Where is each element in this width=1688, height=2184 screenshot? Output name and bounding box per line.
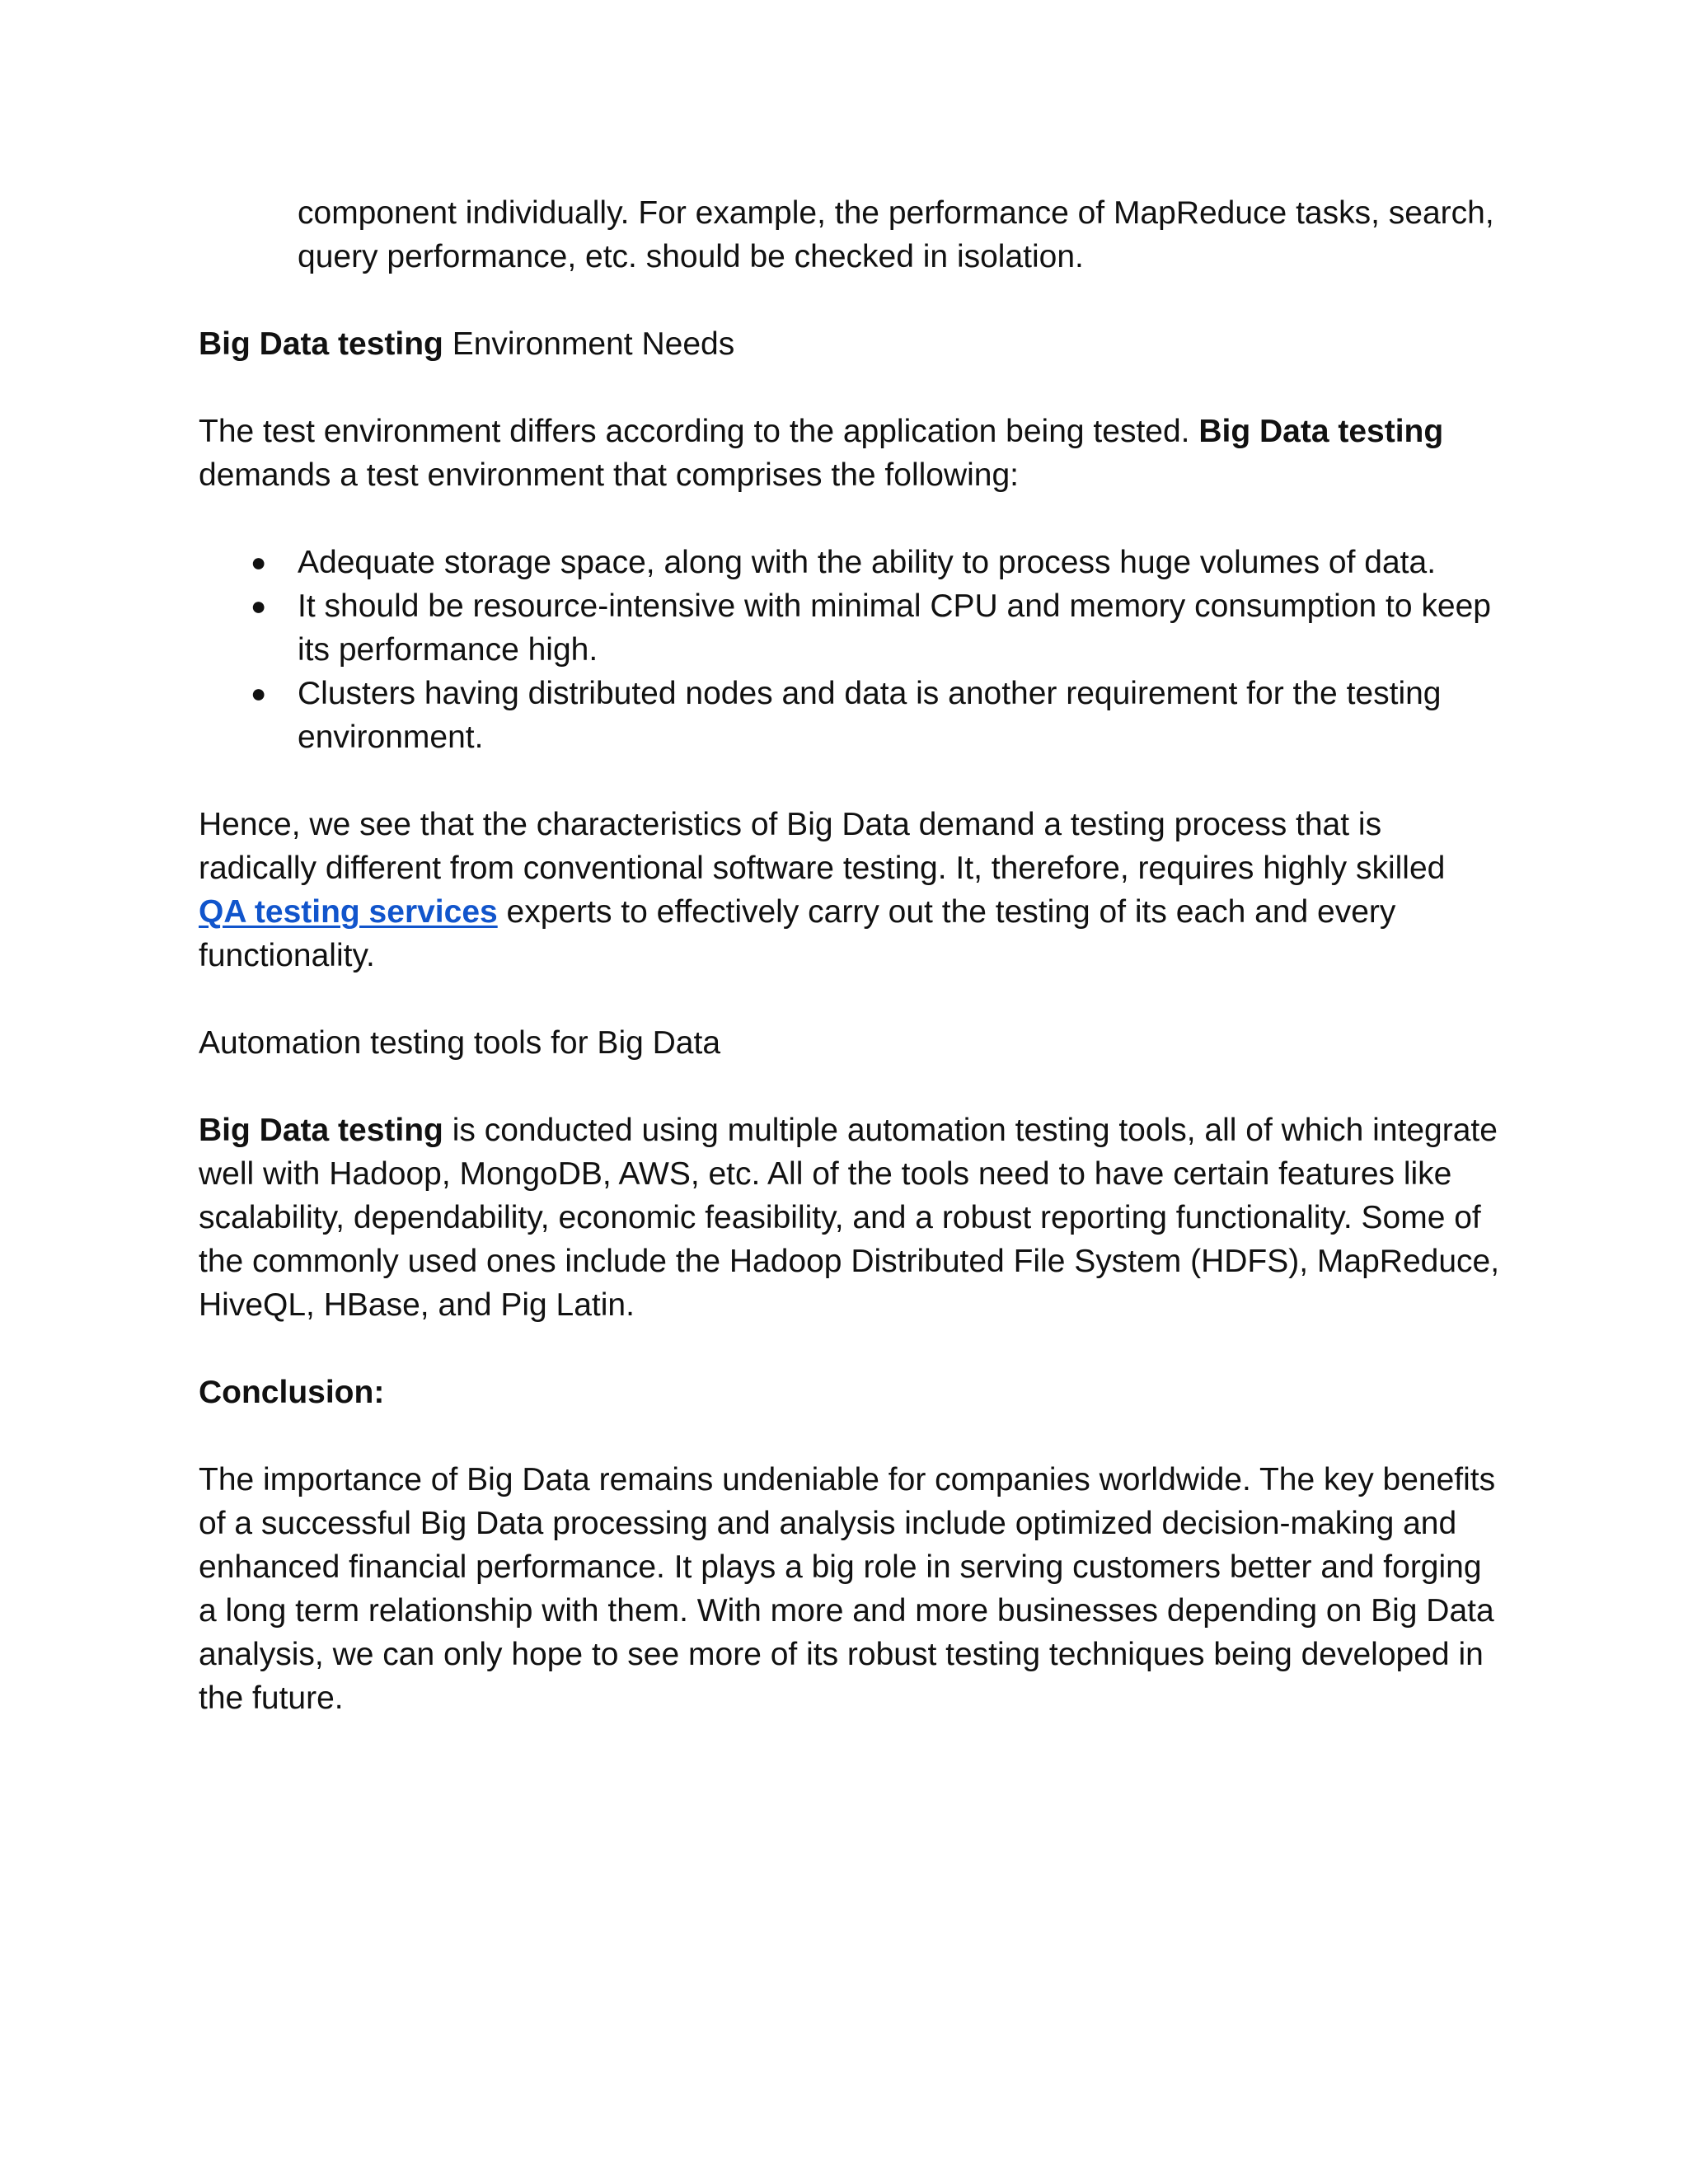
qa-testing-services-link[interactable]: QA testing services bbox=[199, 894, 498, 930]
hence-text-start: Hence, we see that the characteristics of Big Data demand a testing process that is radically different from conventional software testing. It, therefore, requires highly skilled bbox=[199, 807, 1446, 886]
list-item bbox=[199, 672, 1501, 759]
list-item-text: It should be resource-intensive with minimal CPU and memory consumption to keep its performance high. bbox=[298, 588, 1491, 668]
automation-tools-heading: Automation testing tools for Big Data bbox=[199, 1025, 721, 1061]
continuation-paragraph: component individually. For example, the performance of MapReduce tasks, search, query performance, etc. should be checked in isolation. bbox=[298, 195, 1494, 274]
environment-needs-heading bbox=[199, 322, 1501, 366]
tools-text: is conducted using multiple automation testing tools, all of which integrate well with Hadoop, MongoDB, AWS, etc. All of the tools need to have certain features like scalability, dependability, economic feasibility, and a robust reporting functionality. Some of the commonly used ones include the Hadoop Distributed File System (HDFS), MapReduce, HiveQL, HBase, and Pig Latin. bbox=[199, 1113, 1500, 1323]
environment-requirements-list bbox=[199, 541, 1501, 759]
heading-rest: Environment Needs bbox=[443, 326, 735, 362]
hence-paragraph bbox=[199, 803, 1501, 977]
hence-text-end: experts to effectively carry out the testing of its each and every functionality. bbox=[199, 894, 1396, 973]
list-item-text: Adequate storage space, along with the ability to process huge volumes of data. bbox=[298, 545, 1437, 580]
list-item bbox=[199, 541, 1501, 584]
tools-bold-phrase: Big Data testing bbox=[199, 1113, 443, 1148]
environment-intro-paragraph bbox=[199, 410, 1501, 497]
intro-text-end: demands a test environment that comprises the following: bbox=[199, 457, 1020, 493]
heading-bold-phrase: Big Data testing bbox=[199, 326, 443, 362]
document-body bbox=[199, 191, 1501, 1764]
list-item bbox=[199, 584, 1501, 672]
bullet-icon: ● bbox=[251, 547, 267, 577]
conclusion-heading: Conclusion: bbox=[199, 1375, 385, 1410]
intro-text-start: The test environment differs according to the application being tested. bbox=[199, 414, 1199, 449]
intro-bold-phrase: Big Data testing bbox=[1198, 414, 1444, 449]
bullet-icon: ● bbox=[251, 678, 267, 708]
list-item-text: Clusters having distributed nodes and data is another requirement for the testing environment. bbox=[298, 676, 1442, 755]
conclusion-paragraph: The importance of Big Data remains undeniable for companies worldwide. The key benefits of a successful Big Data processing and analysis include optimized decision-making and enhanced financial performance. It plays a big role in serving customers better and forging a long term relationship with them. With more and more businesses depending on Big Data analysis, we can only hope to see more of its robust testing techniques being developed in the future. bbox=[199, 1462, 1496, 1716]
bullet-icon: ● bbox=[251, 591, 267, 621]
automation-tools-paragraph bbox=[199, 1108, 1501, 1327]
